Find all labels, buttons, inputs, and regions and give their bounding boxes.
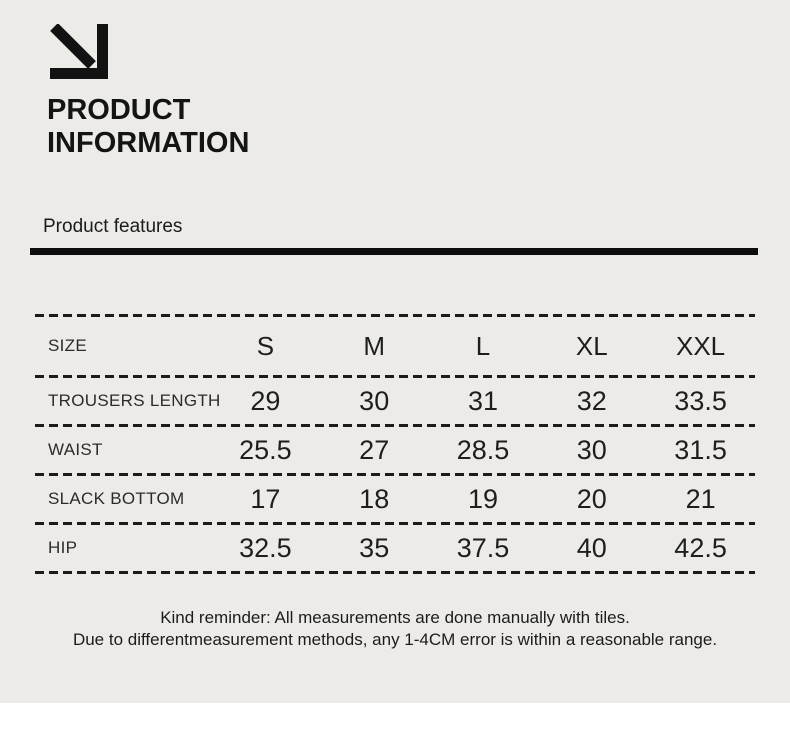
cell-value: 40	[576, 532, 607, 563]
row-label: WAIST	[48, 440, 103, 459]
row-label: TROUSERS LENGTH	[48, 391, 221, 410]
cell-value: 30	[576, 434, 607, 465]
cell-value: 21	[685, 483, 716, 514]
cell-value: 37.5	[456, 532, 510, 563]
table-header-row	[35, 317, 755, 375]
cell-value: 30	[359, 385, 390, 416]
page-title	[47, 94, 249, 160]
cell-value: 25.5	[239, 434, 292, 465]
table-divider	[35, 571, 755, 574]
page-title-line2: INFORMATION	[47, 127, 250, 159]
column-header-size: SIZE	[48, 336, 87, 355]
section-label: Product features	[43, 216, 183, 237]
column-header-xxl: XXL	[676, 330, 726, 361]
cell-value: 17	[250, 483, 281, 514]
cell-value: 27	[359, 434, 390, 465]
table-row-slack-bottom	[35, 476, 755, 522]
cell-value: 29	[250, 385, 281, 416]
arrow-down-right-icon	[50, 24, 108, 79]
row-label: HIP	[48, 538, 78, 557]
cell-value: 20	[576, 483, 607, 514]
cell-value: 35	[359, 532, 390, 563]
cell-value: 42.5	[674, 532, 727, 563]
cell-value: 28.5	[456, 434, 510, 465]
column-header-m: M	[363, 330, 386, 361]
table-row-trousers-length	[35, 378, 755, 424]
cell-value: 19	[467, 483, 499, 514]
kind-reminder-note	[0, 607, 790, 650]
row-label: SLACK BOTTOM	[48, 489, 185, 508]
table-row-hip	[35, 525, 755, 571]
cell-value: 31	[467, 385, 499, 416]
cell-value: 33.5	[674, 385, 727, 416]
column-header-s: S	[256, 330, 275, 361]
note-line1: Kind reminder: All measurements are done manually with tiles.	[160, 608, 630, 627]
column-header-xl: XL	[575, 330, 608, 361]
size-chart-table	[35, 314, 755, 574]
cell-value: 31.5	[674, 434, 727, 465]
cell-value: 18	[359, 483, 390, 514]
cell-value: 32	[576, 385, 607, 416]
section-divider	[30, 248, 758, 255]
table-row-waist	[35, 427, 755, 473]
column-header-l: L	[475, 330, 491, 361]
page-title-line1: PRODUCT	[47, 94, 191, 126]
note-line2: Due to differentmeasurement methods, any 1-4CM error is within a reasonable range.	[72, 629, 718, 649]
cell-value: 32.5	[239, 532, 292, 563]
